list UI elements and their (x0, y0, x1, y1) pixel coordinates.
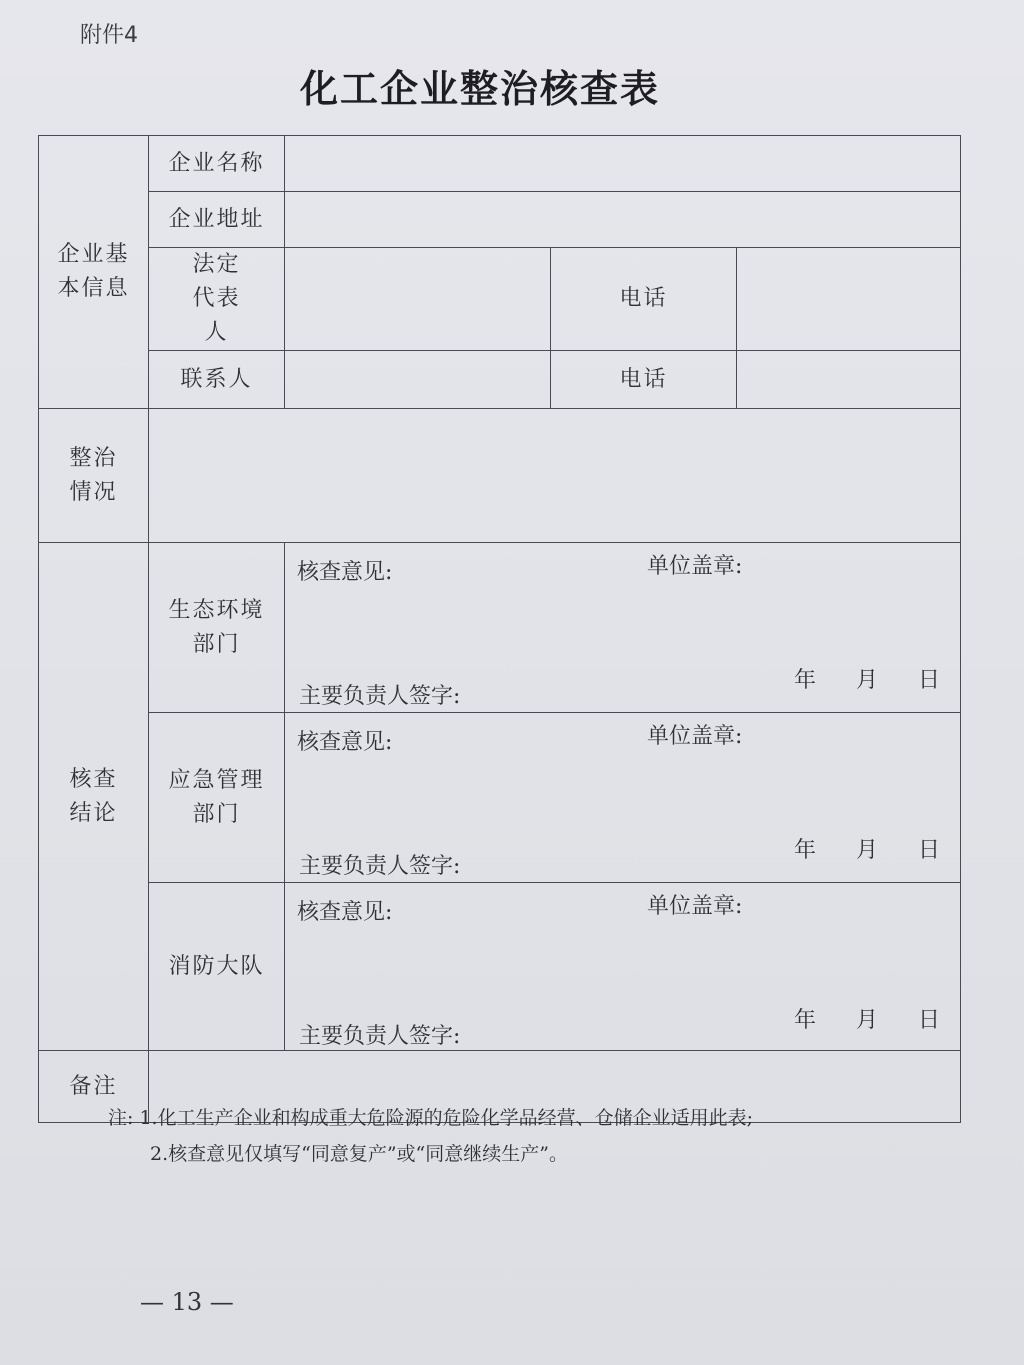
day-label: 日 (918, 1008, 943, 1033)
remarks-label: 备注 (39, 1051, 149, 1123)
signature-label: 主要负责人签字: (299, 854, 461, 879)
page-number: — 13 — (140, 1288, 234, 1316)
rectification-field[interactable] (149, 409, 961, 543)
date-fields (756, 833, 942, 864)
row-company-address (39, 192, 961, 248)
legal-rep-phone-field[interactable] (737, 248, 961, 351)
month-label: 月 (855, 1008, 880, 1033)
row-environment-dept (39, 543, 961, 713)
rectification-label: 整治情况 (39, 409, 149, 543)
company-name-label: 企业名称 (149, 136, 285, 192)
company-address-field[interactable] (285, 192, 961, 248)
emergency-opinion-cell[interactable] (285, 713, 961, 883)
environment-opinion-cell[interactable] (285, 543, 961, 713)
contact-phone-field[interactable] (737, 351, 961, 409)
date-fields (756, 663, 942, 694)
year-label: 年 (793, 668, 818, 693)
form-notes (108, 1100, 753, 1172)
opinion-label: 核查意见: (297, 560, 393, 585)
form-title: 化工企业整治核查表 (299, 66, 660, 111)
company-address-label: 企业地址 (149, 192, 285, 248)
legal-rep-phone-label: 电话 (551, 248, 737, 351)
row-fire-brigade (39, 883, 961, 1051)
row-rectification (39, 409, 961, 543)
contact-field[interactable] (285, 351, 551, 409)
row-contact (39, 351, 961, 409)
day-label: 日 (918, 838, 943, 863)
opinion-label: 核查意见: (297, 900, 393, 925)
signature-label: 主要负责人签字: (299, 684, 461, 709)
department-environment: 生态环境部门 (149, 543, 285, 713)
day-label: 日 (918, 668, 943, 693)
inspection-form-table (38, 135, 961, 1123)
signature-label: 主要负责人签字: (299, 1024, 461, 1049)
row-company-name (39, 136, 961, 192)
contact-phone-label: 电话 (551, 351, 737, 409)
fire-brigade-opinion-cell[interactable] (285, 883, 961, 1051)
conclusion-label: 核查结论 (39, 543, 149, 1051)
row-emergency-dept (39, 713, 961, 883)
stamp-label: 单位盖章: (647, 894, 743, 919)
opinion-label: 核查意见: (297, 730, 393, 755)
date-fields (756, 1003, 942, 1034)
legal-rep-field[interactable] (285, 248, 551, 351)
note-1: 注: 1.化工生产企业和构成重大危险源的危险化学品经营、仓储企业适用此表; (108, 1107, 753, 1129)
stamp-label: 单位盖章: (647, 554, 743, 579)
legal-rep-label: 法定代表人 (149, 248, 285, 351)
year-label: 年 (793, 838, 818, 863)
department-emergency: 应急管理部门 (149, 713, 285, 883)
year-label: 年 (793, 1008, 818, 1033)
company-name-field[interactable] (285, 136, 961, 192)
row-legal-representative (39, 248, 961, 351)
basic-info-label: 企业基本信息 (39, 136, 149, 409)
contact-label: 联系人 (149, 351, 285, 409)
month-label: 月 (855, 668, 880, 693)
month-label: 月 (855, 838, 880, 863)
stamp-label: 单位盖章: (647, 724, 743, 749)
attachment-label: 附件4 (80, 23, 138, 48)
note-2: 2.核查意见仅填写“同意复产”或“同意继续生产”。 (150, 1143, 568, 1165)
department-fire-brigade: 消防大队 (149, 883, 285, 1051)
